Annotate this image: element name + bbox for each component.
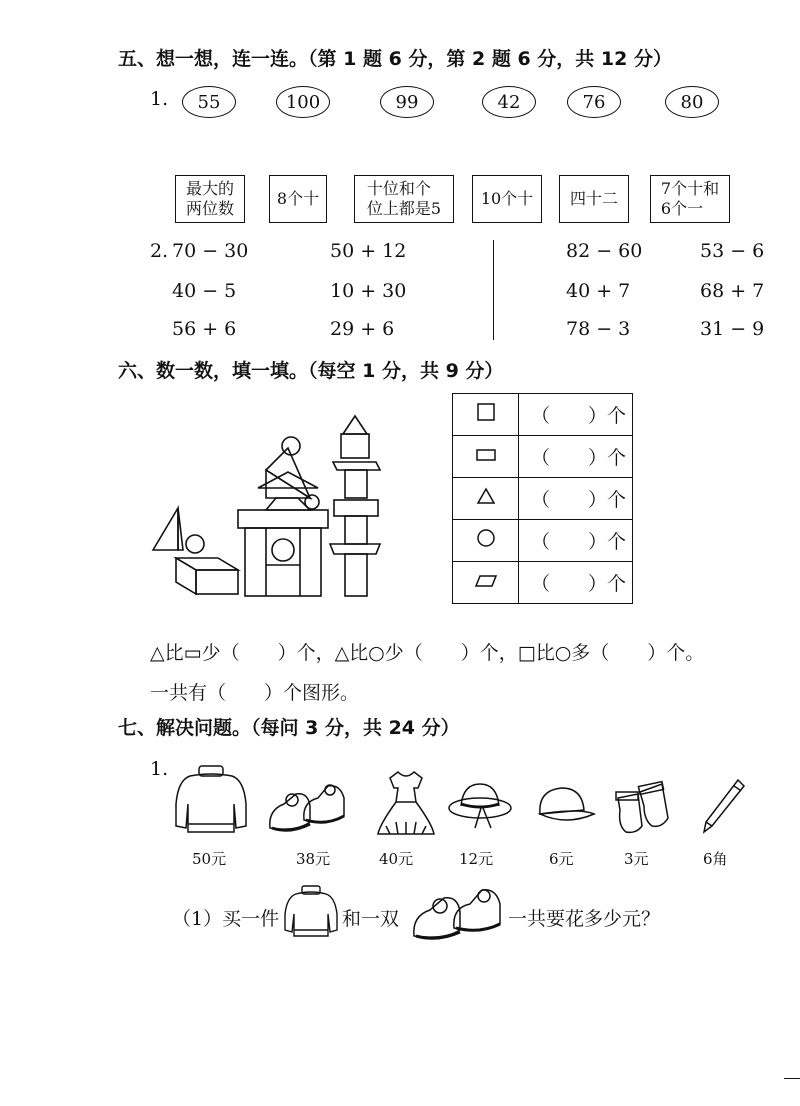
compare-question: △比▭少（ ）个，△比○少（ ）个，□比○多（ ）个。	[150, 642, 705, 664]
description-text: 最大的 两位数	[185, 179, 234, 218]
table-row	[453, 394, 633, 436]
rectangle-shape	[196, 570, 238, 594]
parallelogram-shape	[330, 544, 380, 554]
triangle-icon	[476, 487, 496, 505]
number-oval: 99	[380, 86, 434, 118]
number-oval: 100	[276, 86, 330, 118]
description-box	[650, 175, 730, 223]
question-2-label: 2.	[150, 240, 169, 262]
section-6-title: 六、数一数，填一填。（每空 1 分，共 9 分）	[118, 360, 504, 382]
shape-cell	[453, 562, 519, 604]
sub-question-1-suffix: 一共要花多少元？	[508, 908, 661, 930]
rectangle-shape	[341, 434, 369, 458]
answer-blank[interactable]: （ ）个	[519, 520, 633, 562]
rectangle-shape	[345, 470, 367, 498]
triangle-shape	[178, 508, 183, 550]
expression: 53 − 6	[700, 240, 765, 262]
rectangle-shape	[238, 510, 328, 528]
shape-cell	[453, 436, 519, 478]
triangle-shape	[258, 472, 318, 488]
table-row	[453, 520, 633, 562]
number-oval: 80	[665, 86, 719, 118]
sweater-icon	[283, 884, 339, 938]
question-1-label: 1.	[150, 88, 169, 110]
description-box	[354, 175, 454, 223]
rectangle-shape	[345, 554, 367, 596]
expression: 50 + 12	[330, 240, 407, 262]
answer-blank[interactable]: （ ）个	[519, 394, 633, 436]
square-icon	[476, 402, 496, 422]
answer-blank[interactable]: （ ）个	[519, 562, 633, 604]
description-box	[559, 175, 629, 223]
sub-question-1-prefix: （1）买一件	[172, 908, 280, 930]
question-1-label: 1.	[150, 758, 169, 780]
shoes-icon	[266, 780, 348, 836]
number-oval: 76	[567, 86, 621, 118]
number-oval: 42	[482, 86, 536, 118]
expression: 78 − 3	[566, 318, 631, 340]
rectangle-shape	[334, 500, 378, 516]
sweater-icon	[172, 764, 250, 836]
description-box	[175, 175, 245, 223]
answer-blank[interactable]: （ ）个	[519, 436, 633, 478]
dress-icon	[376, 768, 436, 838]
parallelogram-shape	[333, 462, 380, 470]
expression: 40 + 7	[566, 280, 631, 302]
block-figure	[148, 410, 398, 600]
expression: 40 − 5	[172, 280, 237, 302]
circle-shape	[272, 539, 294, 561]
hat-icon	[447, 778, 513, 832]
circle-shape	[305, 495, 319, 509]
expression: 56 + 6	[172, 318, 237, 340]
expression: 68 + 7	[700, 280, 765, 302]
table-row	[453, 478, 633, 520]
total-question: 一共有（ ）个图形。	[150, 682, 360, 704]
item-price: 12元	[459, 850, 494, 868]
expression: 82 − 60	[566, 240, 643, 262]
circle-shape	[186, 535, 204, 553]
triangle-shape	[266, 498, 310, 510]
section-7-title: 七、解决问题。（每问 3 分，共 24 分）	[118, 717, 460, 739]
shape-cell	[453, 394, 519, 436]
triangle-shape	[153, 508, 178, 550]
description-box	[472, 175, 542, 223]
number-oval: 55	[182, 86, 236, 118]
description-box	[269, 175, 327, 223]
rectangle-shape	[345, 516, 367, 544]
item-price: 6元	[549, 850, 574, 868]
divider	[493, 240, 494, 340]
item-price: 50元	[192, 850, 227, 868]
expression: 29 + 6	[330, 318, 395, 340]
description-text: 10个十	[480, 189, 534, 208]
sub-question-1-middle: 和一双	[342, 908, 400, 930]
answer-blank[interactable]: （ ）个	[519, 478, 633, 520]
description-text: 8个十	[276, 189, 320, 208]
page-edge-mark	[784, 1078, 800, 1079]
triangle-shape	[343, 416, 367, 434]
circle-shape	[282, 437, 300, 455]
description-text: 四十二	[569, 189, 618, 208]
gloves-icon	[612, 780, 672, 836]
circle-icon	[476, 528, 496, 548]
expression: 70 − 30	[172, 240, 249, 262]
description-text: 十位和个 位上都是5	[366, 179, 442, 218]
expression: 10 + 30	[330, 280, 407, 302]
shape-cell	[453, 520, 519, 562]
rectangle-icon	[475, 447, 497, 463]
shape-cell	[453, 478, 519, 520]
count-table	[452, 393, 633, 604]
item-price: 3元	[624, 850, 649, 868]
cap-icon	[532, 784, 596, 828]
item-price: 6角	[703, 850, 728, 868]
description-text: 7个十和 6个一	[660, 179, 720, 218]
item-price: 38元	[296, 850, 331, 868]
table-row	[453, 562, 633, 604]
item-price: 40元	[379, 850, 414, 868]
table-row	[453, 436, 633, 478]
expression: 31 − 9	[700, 318, 765, 340]
shoes-icon	[410, 884, 506, 944]
parallelogram-shape	[176, 558, 196, 594]
pencil-icon	[700, 776, 748, 838]
section-5-title: 五、想一想，连一连。（第 1 题 6 分，第 2 题 6 分，共 12 分）	[118, 48, 672, 70]
parallelogram-icon	[474, 573, 498, 589]
